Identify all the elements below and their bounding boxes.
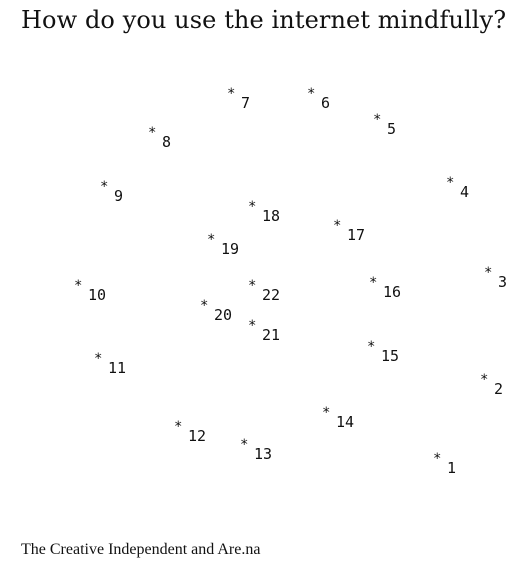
asterisk-marker-icon: *	[373, 112, 382, 128]
dot-number-label: 3	[498, 273, 508, 291]
asterisk-marker-icon: *	[248, 318, 257, 334]
dot-number-label: 8	[162, 133, 172, 151]
dot-number-label: 19	[221, 240, 240, 258]
dot-number-label: 2	[494, 380, 504, 398]
dot-number-label: 6	[321, 94, 331, 112]
asterisk-marker-icon: *	[148, 125, 157, 141]
asterisk-marker-icon: *	[174, 419, 183, 435]
asterisk-marker-icon: *	[74, 278, 83, 294]
dot-number-label: 18	[262, 207, 281, 225]
asterisk-marker-icon: *	[367, 339, 376, 355]
credit-line: The Creative Independent and Are.na	[21, 541, 261, 558]
dot-number-label: 9	[114, 187, 124, 205]
asterisk-marker-icon: *	[433, 451, 442, 467]
dot-number-label: 10	[88, 286, 107, 304]
dot-number-label: 5	[387, 120, 397, 138]
asterisk-marker-icon: *	[227, 86, 236, 102]
asterisk-marker-icon: *	[94, 351, 103, 367]
asterisk-marker-icon: *	[480, 372, 489, 388]
dot-number-label: 16	[383, 283, 402, 301]
asterisk-marker-icon: *	[333, 218, 342, 234]
asterisk-marker-icon: *	[240, 437, 249, 453]
asterisk-marker-icon: *	[207, 232, 216, 248]
asterisk-marker-icon: *	[200, 298, 209, 314]
dot-number-label: 11	[108, 359, 127, 377]
dot-number-label: 14	[336, 413, 355, 431]
asterisk-marker-icon: *	[307, 86, 316, 102]
dot-number-label: 7	[241, 94, 251, 112]
dot-number-label: 12	[188, 427, 207, 445]
dot-number-label: 20	[214, 306, 233, 324]
dot-number-label: 1	[447, 459, 457, 477]
dot-number-label: 4	[460, 183, 470, 201]
page-title: How do you use the internet mindfully?	[21, 6, 507, 34]
asterisk-marker-icon: *	[248, 278, 257, 294]
dot-number-label: 22	[262, 286, 281, 304]
dot-number-label: 17	[347, 226, 366, 244]
asterisk-marker-icon: *	[248, 199, 257, 215]
dot-number-label: 15	[381, 347, 400, 365]
dot-number-label: 13	[254, 445, 273, 463]
asterisk-marker-icon: *	[322, 405, 331, 421]
dot-number-label: 21	[262, 326, 281, 344]
asterisk-marker-icon: *	[369, 275, 378, 291]
asterisk-marker-icon: *	[484, 265, 493, 281]
asterisk-marker-icon: *	[446, 175, 455, 191]
asterisk-marker-icon: *	[100, 179, 109, 195]
